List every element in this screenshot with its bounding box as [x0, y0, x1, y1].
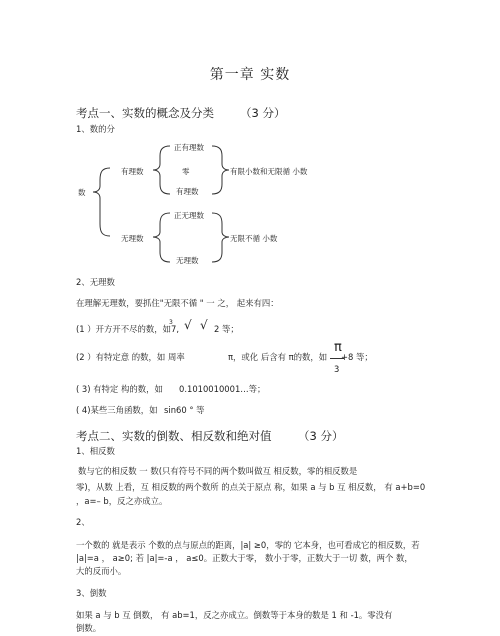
item4-val: sin60 ° 等	[164, 405, 205, 415]
section1-sub2: 2、无理数	[76, 277, 115, 287]
item2-text: (2 ）有特定意 的数，如 周率	[76, 352, 185, 362]
section2-sub2: 2、	[76, 517, 90, 527]
item3-val: 0.1010010001…等；	[179, 384, 266, 394]
section1-heading: 考点一、实数的概念及分类	[76, 106, 214, 120]
section2-score: （3 分）	[298, 429, 344, 443]
item2-den: 3	[334, 364, 340, 374]
item3-text: ( 3) 有特定 构的数，如	[76, 384, 163, 394]
item1-sup: 3	[169, 319, 173, 326]
sqrt-symbol-2: √	[200, 318, 208, 332]
irrational-brace	[153, 213, 170, 262]
tree-negative-irrational: 无理数	[176, 256, 199, 265]
tree-irrational: 无理数	[121, 234, 144, 243]
item2-tail: +8 等；	[341, 352, 373, 362]
tree-rational: 有理数	[121, 167, 144, 176]
rational-brace	[153, 146, 170, 194]
opposite-line2: 零)，从数 上看，互 相反数的两个数所 的点关于原点 称，如果 a 与 b 互 相反数， 有 a+b=0	[76, 482, 426, 492]
tree-irrational-note: 无限不循 小数	[230, 234, 278, 243]
sqrt-symbol-1: √	[184, 318, 192, 332]
classification-braces	[0, 0, 500, 300]
tree-negative-rational: 有理数	[176, 187, 199, 196]
section2-sub3: 3、倒数	[76, 588, 107, 598]
tree-root: 数	[78, 188, 86, 197]
abs-line2: |a|=a ， a≥0; 若 |a|=-a ， a≤0。正数大于零， 数小于零，正数大于一切 数，两个 数，	[76, 553, 413, 563]
abs-line1: 一个数的 就是表示 个数的点与原点的距离，|a| ≥0，零的 它本身，也可看成它的相反数，若	[76, 540, 420, 550]
irrational-intro: 在理解无理数，要抓住"无限不循 " 一 之， 起来有四：	[76, 298, 279, 308]
rational-right-brace	[212, 146, 229, 194]
abs-line3: 大的反而小。	[76, 566, 127, 576]
main-brace	[93, 168, 110, 236]
reciprocal-line2: 倒数。	[76, 623, 102, 633]
reciprocal-line1: 如果 a 与 b 互 倒数， 有 ab=1，反之亦成立。倒数等于本身的数是 1 和 -1。零没有	[76, 610, 393, 620]
tree-positive-rational: 正有理数	[174, 143, 204, 152]
opposite-line1: 数与它的相反数 一 数(只有符号不同的两个数叫做互 相反数，零的相反数是	[78, 466, 358, 476]
section1-score: （3 分）	[240, 106, 286, 120]
tree-rational-note: 有限小数和无限循 小数	[230, 167, 308, 176]
item1-tail: 2 等；	[214, 324, 239, 334]
tree-zero: 零	[182, 167, 190, 176]
tree-positive-irrational: 正无理数	[174, 211, 204, 220]
section1-sub1: 1、数的分	[76, 124, 115, 134]
opposite-line3: ，a=– b，反之亦成立。	[76, 496, 168, 506]
irrational-right-brace	[212, 213, 229, 262]
item1-text: (1 ）开方开不尽的数，如7,	[76, 324, 179, 334]
item4-text: ( 4)某些三角函数，如	[76, 405, 158, 415]
item2-pi: π	[334, 340, 342, 355]
page-title: 第一章 实数	[209, 67, 291, 83]
section2-heading: 考点二、实数的倒数、相反数和绝对值	[76, 429, 272, 443]
item2-mid: π，或化 后含有 π的数，如	[228, 352, 328, 362]
section2-sub1: 1、相反数	[76, 446, 115, 456]
